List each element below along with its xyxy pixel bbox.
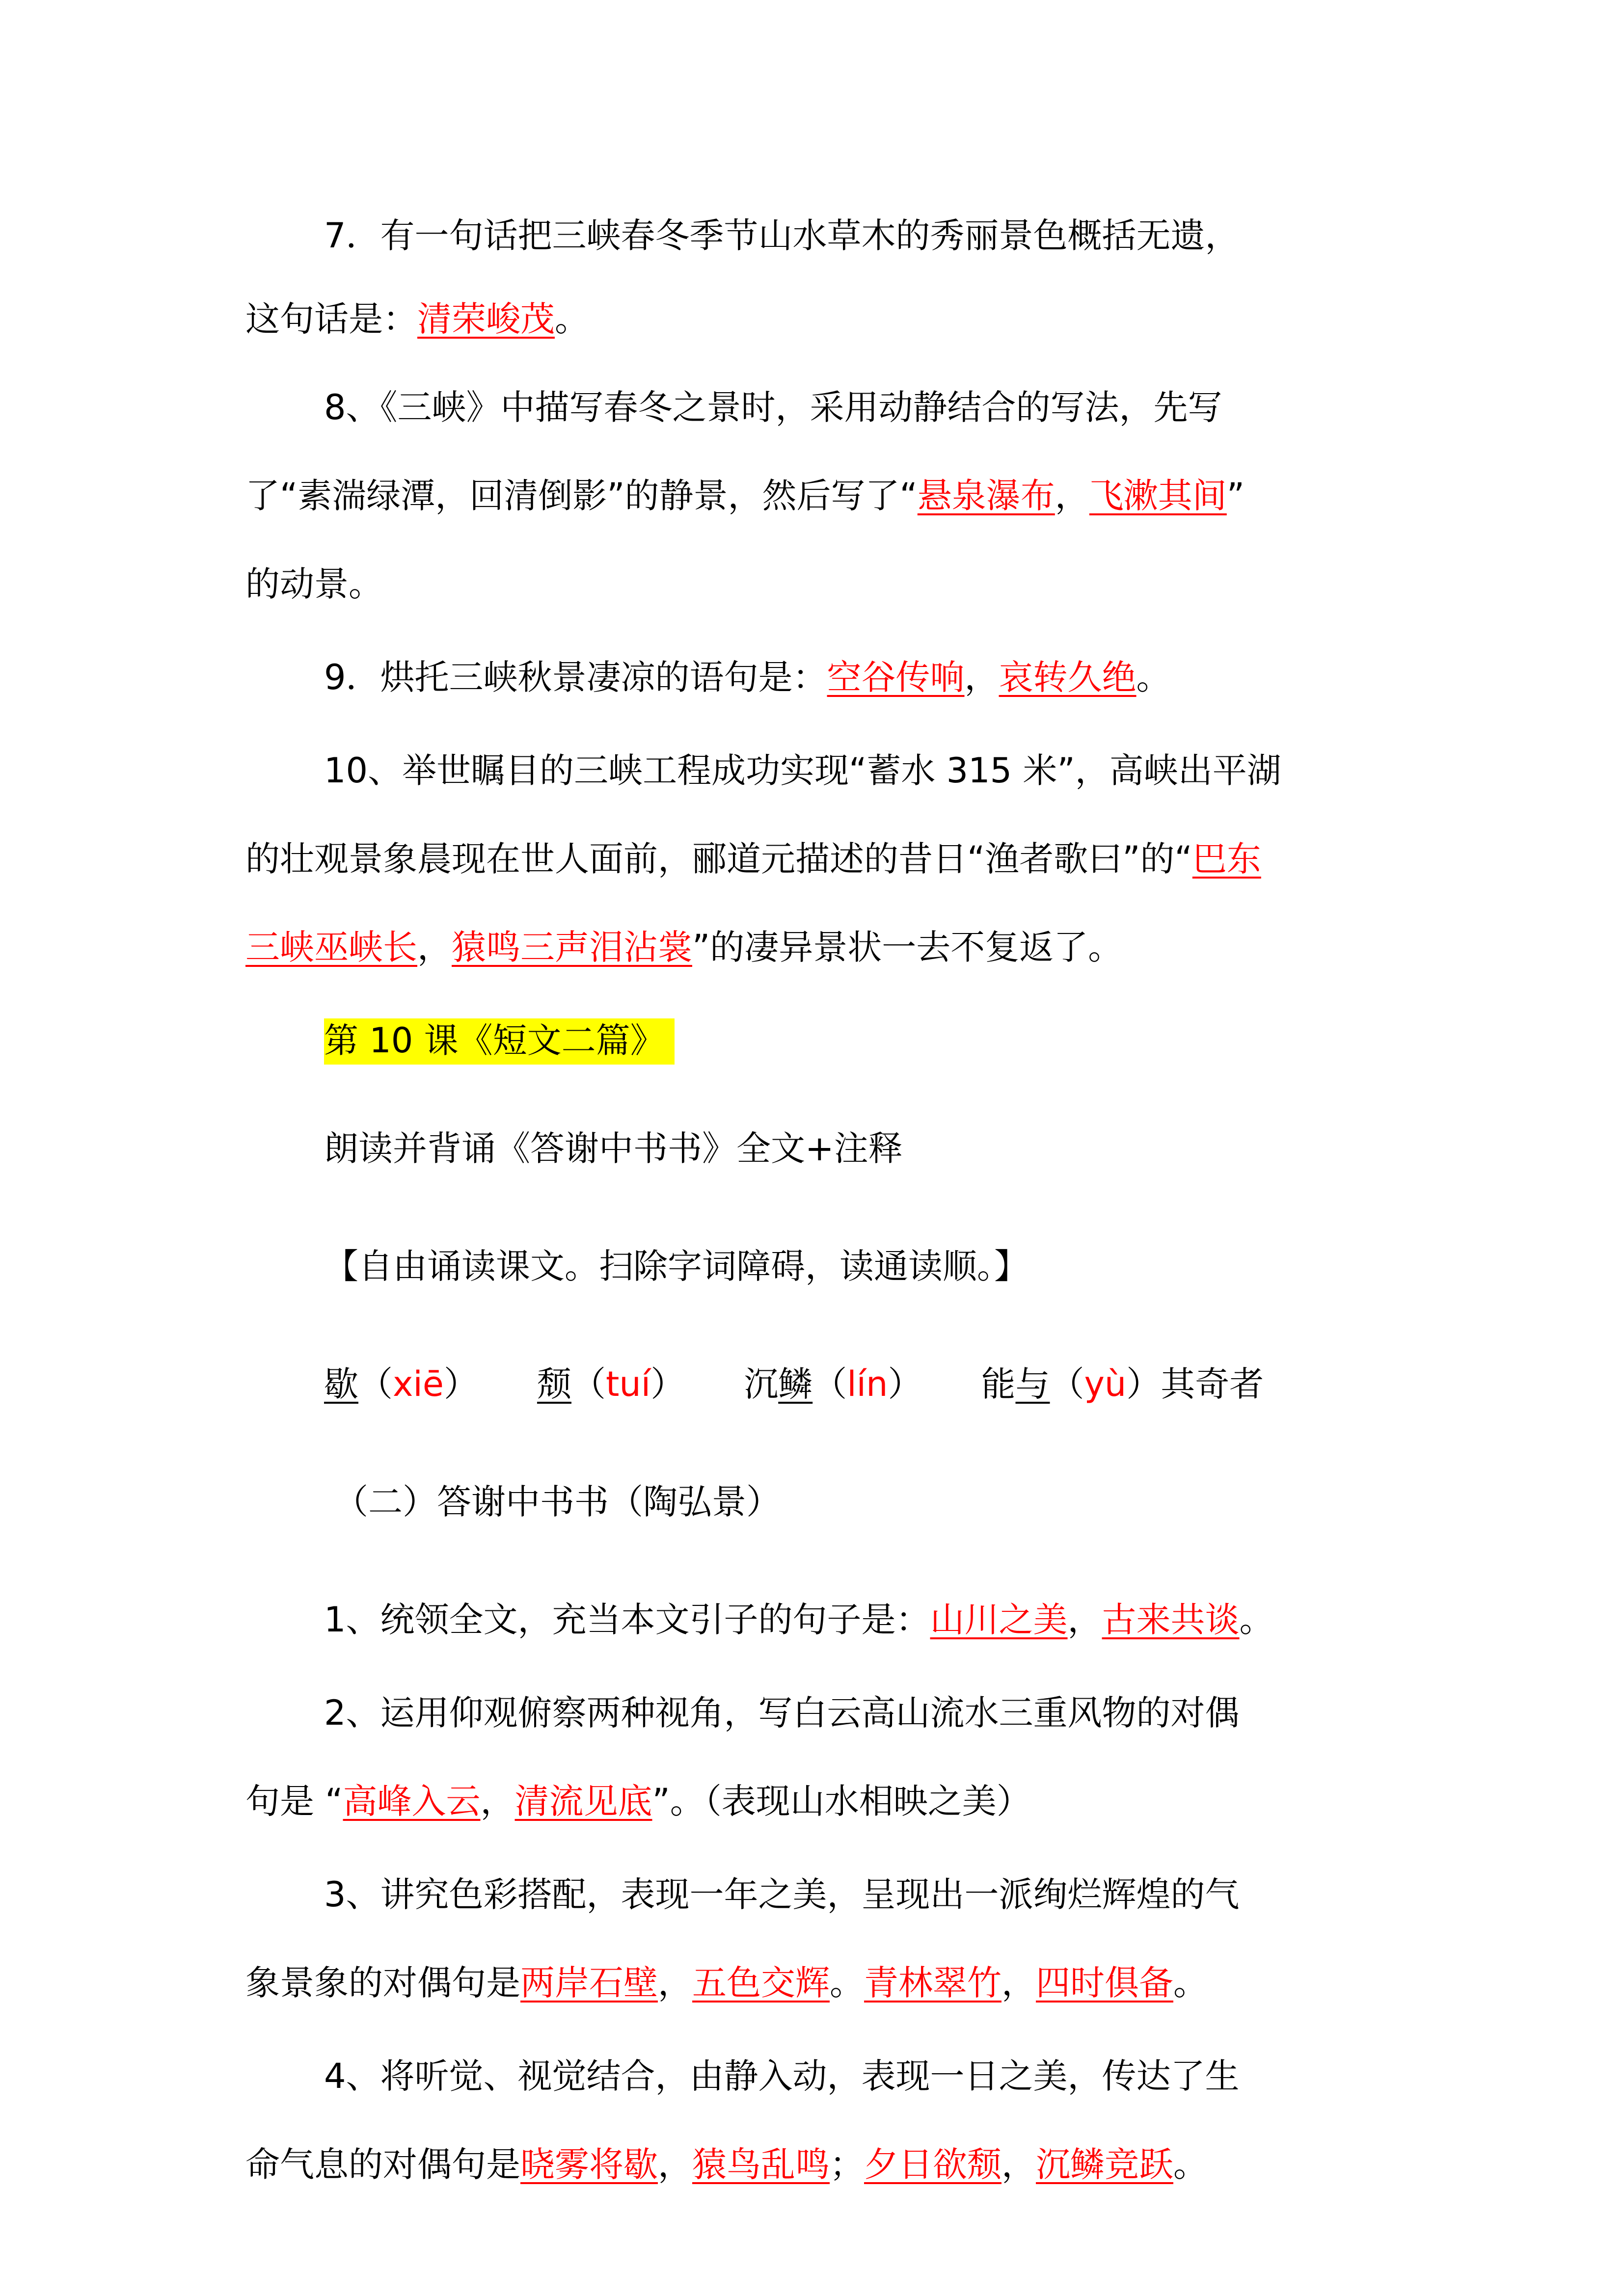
pinyin-open-3: （ [812, 1364, 847, 1404]
a2-sep: ， [480, 1781, 515, 1821]
a1-answer-1: 山川之美 [930, 1600, 1068, 1640]
lesson-title-line [245, 1016, 1389, 1065]
a4-line1 [245, 2052, 1389, 2101]
a3-answer-1: 两岸石壁 [520, 1963, 658, 2003]
a3-prefix: 象景象的对偶句是 [245, 1963, 520, 2003]
pinyin-item-3 [744, 1364, 922, 1404]
a3-answer-2: 五色交辉 [692, 1963, 830, 2003]
a1-line [245, 1595, 1389, 1644]
a4-answer-4: 沉鳞竞跃 [1036, 2144, 1173, 2185]
q7-line2 [245, 294, 1389, 344]
pinyin-post-4: 其奇者 [1161, 1364, 1264, 1404]
q10-answer-2: 猿鸣三声泪沾裳 [452, 927, 692, 967]
pinyin-close-2: ） [650, 1364, 685, 1404]
instruction-line [245, 1124, 1389, 1173]
a2-text: 2、运用仰观俯察两种视角，写白云高山流水三重风物的对偶 [324, 1693, 1240, 1733]
pinyin-open-2: （ [571, 1364, 606, 1404]
q10-suffix: ”的凄异景状一去不复返了。 [692, 927, 1123, 967]
a4-answer-1: 晓雾将歇 [520, 2144, 658, 2185]
pinyin-pre-3: 沉 [744, 1364, 779, 1404]
q9-answer-2: 哀转久绝 [999, 657, 1137, 697]
a4-prefix: 命气息的对偶句是 [245, 2144, 520, 2185]
q10-line1 [245, 746, 1389, 795]
q8-text: 8、《三峡》中描写春冬之景时，采用动静结合的写法，先写 [324, 387, 1222, 427]
pinyin-close-1: ） [443, 1364, 478, 1404]
q9-sep: ， [964, 657, 999, 697]
q10-line3 [245, 923, 1389, 972]
pinyin-pre-4: 能 [981, 1364, 1016, 1404]
q8-prefix: 了“素湍绿潭，回清倒影”的静景，然后写了“ [245, 476, 918, 516]
a4-sep-1: ， [658, 2144, 692, 2185]
pinyin-py-3: lín [847, 1364, 888, 1404]
instruction-text: 朗读并背诵《答谢中书书》全文+注释 [324, 1128, 903, 1169]
a4-sep-2: ； [830, 2144, 864, 2185]
pinyin-py-4: yù [1084, 1364, 1127, 1404]
q7-answer: 清荣峻茂 [417, 299, 555, 339]
q7-line1 [245, 211, 1389, 260]
a3-line1 [245, 1870, 1389, 1919]
a4-text: 4、将听觉、视觉结合，由静入动，表现一日之美，传达了生 [324, 2056, 1240, 2096]
lesson-title: 第 10 课《短文二篇》 [324, 1018, 675, 1065]
a2-line1 [245, 1688, 1389, 1737]
a3-sep-3: ， [1001, 1963, 1036, 2003]
q8-text-3: 的动景。 [245, 564, 383, 604]
q9-suffix: 。 [1136, 657, 1171, 697]
a1-prefix: 1、统领全文，充当本文引子的句子是： [324, 1600, 930, 1640]
q8-answer-1: 悬泉瀑布 [917, 476, 1055, 516]
document-page [245, 211, 1389, 2185]
pinyin-char-2: 颓 [537, 1364, 571, 1404]
reading-task-text: 【自由诵读课文。扫除字词障碍，读通读顺。】 [324, 1246, 1029, 1286]
pinyin-item-1 [324, 1364, 478, 1404]
a1-suffix: 。 [1239, 1600, 1274, 1640]
q8-line3 [245, 560, 1389, 609]
section-title-line [245, 1477, 1389, 1526]
q9-prefix: 9．烘托三峡秋景凄凉的语句是： [324, 657, 827, 697]
a2-prefix: 句是 “ [245, 1781, 343, 1821]
q7-text: 7．有一句话把三峡春冬季节山水草木的秀丽景色概括无遗， [324, 215, 1240, 256]
a4-answer-2: 猿鸟乱鸣 [692, 2144, 830, 2185]
a4-sep-3: ， [1001, 2144, 1036, 2185]
pinyin-open-1: （ [358, 1364, 393, 1404]
a1-sep: ， [1067, 1600, 1102, 1640]
a3-answer-3: 青林翠竹 [864, 1963, 1001, 2003]
pinyin-item-4 [981, 1364, 1264, 1404]
pinyin-char-3: 鳞 [778, 1364, 813, 1404]
q9-line [245, 653, 1389, 702]
q10-answer-1b: 三峡巫峡长 [245, 927, 417, 967]
q10-sep: ， [417, 927, 452, 967]
a2-answer-1: 高峰入云 [343, 1781, 481, 1821]
a3-sep-2: 。 [830, 1963, 864, 2003]
pinyin-char-4: 与 [1015, 1364, 1050, 1404]
a2-answer-2: 清流见底 [514, 1781, 652, 1821]
a1-answer-2: 古来共谈 [1102, 1600, 1240, 1640]
a3-line2 [245, 1958, 1389, 2007]
pinyin-close-3: ） [888, 1364, 922, 1404]
pinyin-open-4: （ [1050, 1364, 1084, 1404]
q8-line2 [245, 471, 1389, 520]
a2-suffix: ”。（表现山水相映之美） [652, 1781, 1031, 1821]
q7-suffix: 。 [555, 299, 589, 339]
q8-sep: ， [1055, 476, 1089, 516]
pinyin-py-2: tuí [605, 1364, 651, 1404]
pinyin-py-1: xiē [393, 1364, 444, 1404]
q10-prefix: 的壮观景象晨现在世人面前，郦道元描述的昔日“渔者歌曰”的“ [245, 839, 1192, 879]
pinyin-row [245, 1360, 1389, 1409]
pinyin-item-2 [537, 1364, 685, 1404]
q8-suffix: ” [1226, 476, 1245, 516]
a4-answer-3: 夕日欲颓 [864, 2144, 1001, 2185]
q8-line1 [245, 383, 1389, 432]
a4-line2 [245, 2140, 1389, 2189]
q8-answer-2: 飞漱其间 [1089, 476, 1227, 516]
pinyin-close-4: ） [1126, 1364, 1161, 1404]
a4-suffix: 。 [1173, 2144, 1208, 2185]
pinyin-char-1: 歇 [324, 1364, 358, 1404]
a2-line2 [245, 1777, 1389, 1826]
a3-text: 3、讲究色彩搭配，表现一年之美，呈现出一派绚烂辉煌的气 [324, 1874, 1240, 1915]
q7-prefix: 这句话是： [245, 299, 417, 339]
section-title: （二）答谢中书书（陶弘景） [334, 1482, 781, 1522]
q10-text: 10、举世瞩目的三峡工程成功实现“蓄水 315 米”，高峡出平湖 [324, 750, 1281, 791]
reading-task-line [245, 1242, 1389, 1291]
q10-answer-1a: 巴东 [1192, 839, 1261, 879]
q10-line2 [245, 834, 1389, 883]
a3-answer-4: 四时俱备 [1036, 1963, 1173, 2003]
a3-suffix: 。 [1173, 1963, 1208, 2003]
a3-sep-1: ， [658, 1963, 692, 2003]
q9-answer-1: 空谷传响 [827, 657, 965, 697]
